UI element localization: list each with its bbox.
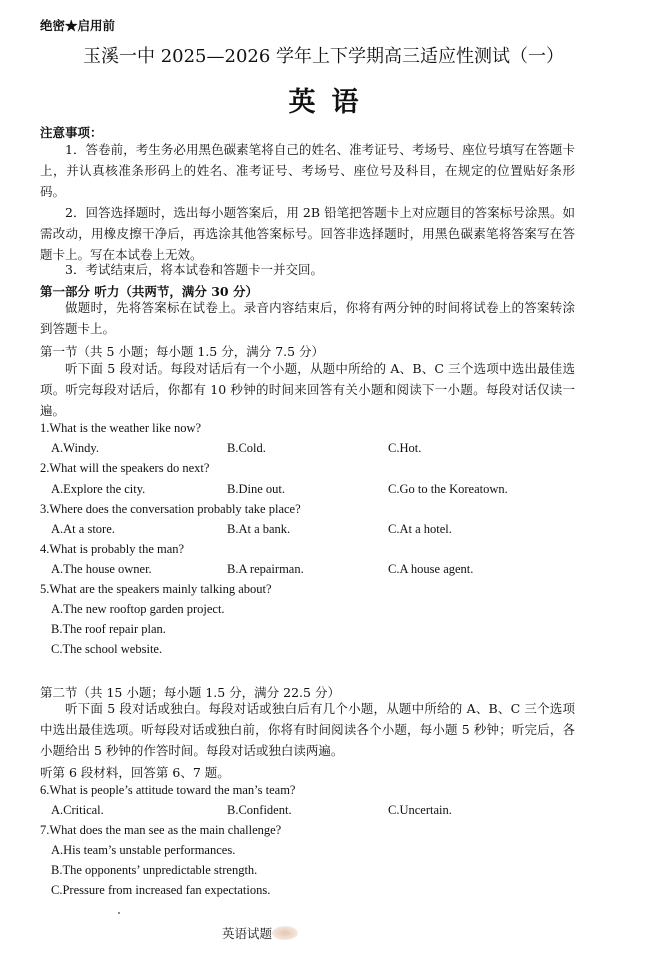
q5-option-b: B.The roof repair plan. <box>51 622 166 636</box>
subject-title: 英语 <box>288 87 375 118</box>
q6-option-b: B.Confident. <box>227 803 292 817</box>
question-1: 1.What is the weather like now? <box>40 421 202 435</box>
q2-option-a: A.Explore the city. <box>51 482 146 496</box>
q6-option-a: A.Critical. <box>51 803 104 817</box>
q3-option-a: A.At a store. <box>51 522 115 536</box>
notice-item-3: 3．考试结束后，将本试卷和答题卡一并交回。 <box>65 262 323 277</box>
question-2: 2.What will the speakers do next? <box>40 461 210 475</box>
material-6-instruction: 听第 6 段材料，回答第 6、7 题。 <box>40 765 230 780</box>
question-3: 3.Where does the conversation probably take place? <box>40 502 301 516</box>
part1-heading: 第一部分 听力（共两节，满分 30 分） <box>40 284 258 299</box>
question-7: 7.What does the man see as the main challenge? <box>40 823 282 837</box>
q7-option-c: C.Pressure from increased fan expectations. <box>51 883 271 897</box>
footer-smudge <box>272 926 298 940</box>
q1-option-c: C.Hot. <box>388 441 422 455</box>
q3-option-c: C.At a hotel. <box>388 522 452 536</box>
part1-intro: 做题时，先将答案标在试卷上。录音内容结束后，你将有两分钟的时间将试卷上的答案转涂到答题卡上。 <box>40 300 575 336</box>
section1-intro: 听下面 5 段对话。每段对话后有一个小题，从题中所给的 A、B、C 三个选项中选出最佳选项。听完每段对话后，你都有 10 秒钟的时间来回答有关小题和阅读下一小题。每段对话仅读一遍。 <box>40 361 575 418</box>
confidential-label: 绝密★启用前 <box>40 18 116 33</box>
q5-option-a: A.The new rooftop garden project. <box>51 602 225 616</box>
q7-option-b: B.The opponents’ unpredictable strength. <box>51 863 258 877</box>
q2-option-c: C.Go to the Koreatown. <box>388 482 508 496</box>
exam-title: 玉溪一中 2025—2026 学年上下学期高三适应性测试（一） <box>82 46 565 67</box>
stray-mark <box>118 912 120 914</box>
q1-option-b: B.Cold. <box>227 441 266 455</box>
q3-option-b: B.At a bank. <box>227 522 291 536</box>
notice-item-2: 2．回答选择题时，选出每小题答案后，用 2B 铅笔把答题卡上对应题目的答案标号涂黑。如需改动，用橡皮擦干净后，再选涂其他答案标号。回答非选择题时，用黑色碳素笔将答案写在答题卡上。写在本试卷上无效。 <box>40 205 575 262</box>
q1-option-a: A.Windy. <box>51 441 99 455</box>
q2-option-b: B.Dine out. <box>227 482 285 496</box>
q5-option-c: C.The school website. <box>51 642 163 656</box>
q4-option-b: B.A repairman. <box>227 562 304 576</box>
q4-option-a: A.The house owner. <box>51 562 152 576</box>
section1-heading: 第一节（共 5 小题；每小题 1.5 分，满分 7.5 分） <box>40 344 325 359</box>
q4-option-c: C.A house agent. <box>388 562 474 576</box>
section2-heading: 第二节（共 15 小题；每小题 1.5 分，满分 22.5 分） <box>40 685 340 700</box>
q7-option-a: A.His team’s unstable performances. <box>51 843 236 857</box>
q6-option-c: C.Uncertain. <box>388 803 452 817</box>
question-5: 5.What are the speakers mainly talking about? <box>40 582 272 596</box>
page-footer: 英语试题 <box>222 926 273 941</box>
notice-item-1: 1．答卷前，考生务必用黑色碳素笔将自己的姓名、准考证号、考场号、座位号填写在答题卡上，并认真核准条形码上的姓名、准考证号、考场号、座位号及科目，在规定的位置贴好条形码。 <box>40 142 575 199</box>
notice-heading: 注意事项： <box>40 125 103 140</box>
question-4: 4.What is probably the man? <box>40 542 185 556</box>
question-6: 6.What is people’s attitude toward the man’s team? <box>40 783 296 797</box>
section2-intro: 听下面 5 段对话或独白。每段对话或独白后有几个小题，从题中所给的 A、B、C 三个选项中选出最佳选项。听每段对话或独白前，你将有时间阅读各个小题，每小题 5 秒钟；听完后，各小题给出 5 秒钟的作答时间。每段对话或独白读两遍。 <box>40 701 575 758</box>
